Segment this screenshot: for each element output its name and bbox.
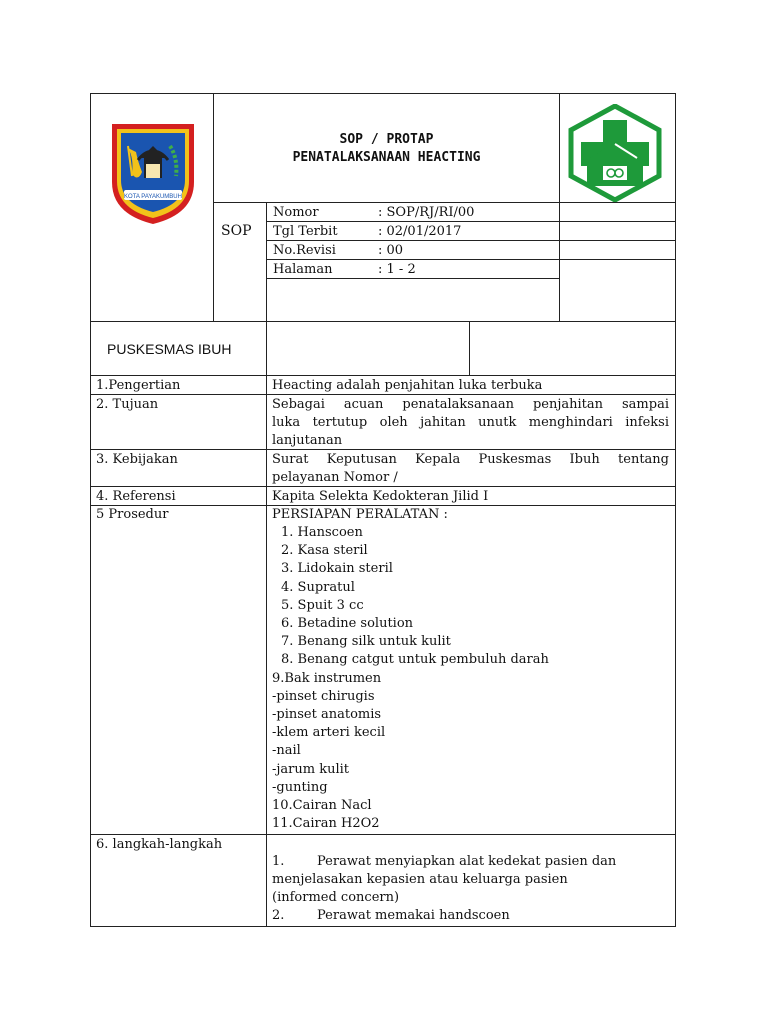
prosedur-item: 3. Lidokain steril bbox=[281, 561, 393, 577]
kebijakan-line2: pelayanan Nomor / bbox=[272, 470, 398, 485]
meta-revisi-value: : 00 bbox=[378, 243, 404, 258]
tujuan-line1: Sebagai acuan penatalaksanaan penjahitan sampai bbox=[272, 397, 669, 412]
meta-halaman-value: : 1 - 2 bbox=[378, 262, 416, 277]
row-line-2 bbox=[90, 449, 676, 450]
sop-label: SOP bbox=[221, 223, 252, 239]
langkah-step2-number: 2. bbox=[272, 908, 285, 923]
kebijakan-line1: Surat Keputusan Kepala Puskesmas Ibuh tentang bbox=[272, 452, 669, 467]
prosedur-label: 5 Prosedur bbox=[96, 507, 169, 522]
row-line-5 bbox=[90, 834, 676, 835]
puskesmas-row-bottom bbox=[90, 375, 676, 376]
meta-tgl-label: Tgl Terbit bbox=[273, 224, 338, 239]
prosedur-item: -nail bbox=[272, 743, 301, 759]
tujuan-line3: lanjutanan bbox=[272, 433, 343, 448]
prosedur-item: -klem arteri kecil bbox=[272, 725, 386, 741]
prosedur-item: 1. Hanscoen bbox=[281, 525, 363, 540]
puskesmas-logo bbox=[567, 104, 663, 202]
table-border-bottom bbox=[90, 926, 676, 927]
table-border-left bbox=[90, 93, 91, 927]
langkah-step1-number: 1. bbox=[272, 854, 285, 869]
title-bottom-line bbox=[213, 202, 560, 203]
prosedur-item: 8. Benang catgut untuk pembuluh darah bbox=[281, 652, 549, 668]
body-vline bbox=[266, 375, 267, 927]
prosedur-item: 5. Spuit 3 cc bbox=[281, 597, 364, 613]
prosedur-item: 2. Kasa steril bbox=[281, 543, 368, 559]
logo-right-line-2 bbox=[559, 221, 676, 222]
langkah-step1-line1: Perawat menyiapkan alat kedekat pasien dan bbox=[317, 854, 617, 869]
document-title-line2: PENATALAKSANAAN HEACTING bbox=[292, 150, 481, 165]
prosedur-item: 6. Betadine solution bbox=[281, 616, 414, 631]
prosedur-item: 10.Cairan Nacl bbox=[272, 798, 372, 813]
langkah-step2-text: Perawat memakai handscoen bbox=[317, 908, 510, 923]
prosedur-item: 7. Benang silk untuk kulit bbox=[281, 634, 451, 650]
referensi-text: Kapita Selekta Kedokteran Jilid I bbox=[272, 489, 489, 504]
header-vline-2 bbox=[559, 93, 560, 321]
puskesmas-name: PUSKESMAS IBUH bbox=[107, 341, 232, 357]
prosedur-item: -pinset anatomis bbox=[272, 707, 382, 722]
logo-right-line-1 bbox=[559, 202, 676, 203]
city-emblem-text: KOTA PAYAKUMBUH bbox=[124, 194, 182, 200]
logo-right-line-4 bbox=[559, 259, 676, 260]
prosedur-item: 9.Bak instrumen bbox=[272, 670, 382, 686]
pengertian-text: Heacting adalah penjahitan luka terbuka bbox=[272, 378, 543, 393]
meta-nomor-label: Nomor bbox=[273, 205, 319, 220]
prosedur-item: -pinset chirugis bbox=[272, 688, 375, 704]
pengertian-label: 1.Pengertian bbox=[96, 378, 181, 393]
puskesmas-row-top bbox=[90, 321, 676, 322]
table-border-top bbox=[90, 93, 676, 94]
meta-revisi-label: No.Revisi bbox=[273, 243, 336, 258]
prosedur-item: 4. Supratul bbox=[281, 579, 355, 595]
langkah-step1-line3: (informed concern) bbox=[272, 890, 400, 905]
logo-right-line-3 bbox=[559, 240, 676, 241]
puskesmas-vline-1 bbox=[266, 321, 267, 376]
langkah-step1-line2: menjelasakan kepasien atau keluarga pasien bbox=[272, 872, 568, 887]
meta-nomor-value: : SOP/RJ/RI/00 bbox=[378, 205, 475, 220]
header-vline-1 bbox=[213, 93, 214, 321]
kebijakan-label: 3. Kebijakan bbox=[96, 452, 178, 467]
meta-tgl-value: : 02/01/2017 bbox=[378, 224, 462, 239]
document-title-line1: SOP / PROTAP bbox=[339, 132, 434, 147]
tujuan-label: 2. Tujuan bbox=[96, 397, 159, 412]
header-vline-3 bbox=[266, 202, 267, 321]
langkah-label: 6. langkah-langkah bbox=[96, 837, 223, 852]
table-border-right bbox=[675, 93, 676, 927]
meta-halaman-label: Halaman bbox=[273, 262, 333, 277]
prosedur-heading: PERSIAPAN PERALATAN : bbox=[272, 507, 448, 522]
prosedur-item: -gunting bbox=[272, 779, 328, 795]
referensi-label: 4. Referensi bbox=[96, 489, 176, 504]
prosedur-item: -jarum kulit bbox=[272, 761, 350, 777]
puskesmas-vline-2 bbox=[469, 321, 470, 376]
prosedur-item: 11.Cairan H2O2 bbox=[272, 816, 380, 832]
tujuan-line2: luka tertutup oleh jahitan unutk menghindari infeksi bbox=[272, 415, 669, 430]
city-emblem-logo bbox=[108, 118, 198, 228]
